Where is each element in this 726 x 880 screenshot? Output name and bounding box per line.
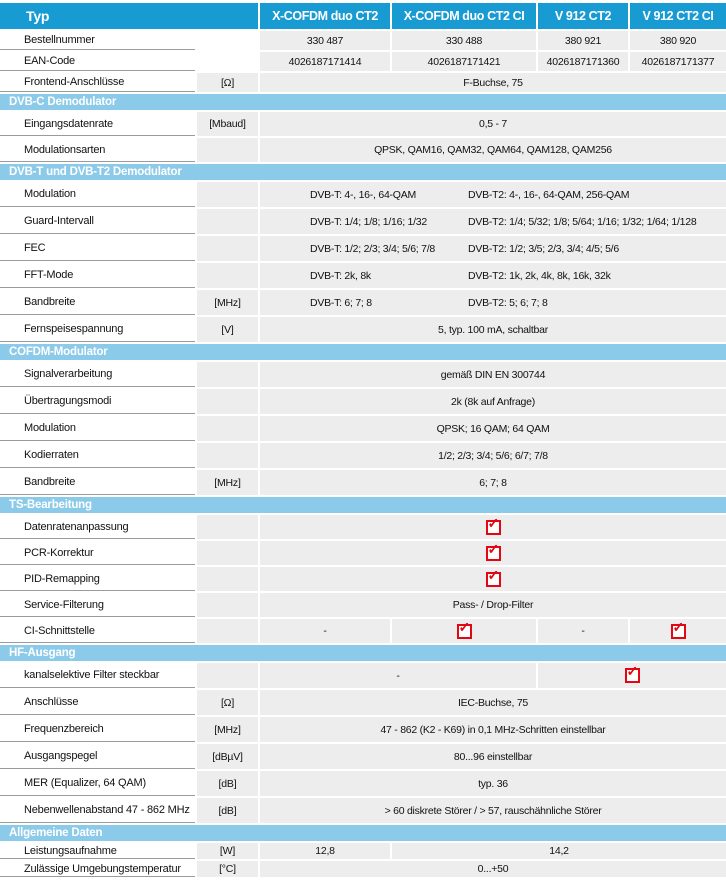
row-label-text: kanalselektive Filter steckbar [24, 669, 160, 681]
value-cell [260, 182, 726, 207]
column-header-product: V 912 CT2 CI [630, 3, 726, 29]
table-row [0, 290, 726, 315]
table-row [0, 798, 726, 823]
row-label-text: Bestellnummer [24, 34, 95, 46]
row-label [0, 663, 195, 688]
row-label [0, 416, 195, 441]
checkbox-checked-icon [486, 514, 501, 535]
value-cell [392, 31, 536, 50]
column-header-typ: Typ [0, 3, 258, 29]
unit-label: [MHz] [197, 290, 258, 315]
value-cell [260, 717, 726, 742]
value-cell [538, 619, 628, 643]
value-cell [260, 112, 726, 136]
unit-label [197, 389, 258, 414]
unit-spacer [197, 31, 258, 50]
value-cell [630, 31, 726, 50]
unit-label: [W] [197, 843, 258, 859]
unit-label [197, 362, 258, 387]
section-header: DVB-C Demodulator [0, 94, 726, 110]
row-label-text: Service-Filterung [24, 598, 104, 611]
row-label-text: Datenratenanpassung [24, 520, 129, 533]
table-row [0, 470, 726, 495]
column-header-product: V 912 CT2 [538, 3, 628, 29]
table-row [0, 515, 726, 539]
row-label [0, 861, 195, 877]
value-cell [392, 52, 536, 71]
unit-label: [MHz] [197, 717, 258, 742]
value-dvbt: DVB-T: 1/2; 2/3; 3/4; 5/6; 7/8 [310, 242, 435, 255]
unit-label: [Ω] [197, 690, 258, 715]
column-header-product: X-COFDM duo CT2 [260, 3, 390, 29]
unit-label [197, 619, 258, 643]
unit-label [197, 138, 258, 162]
table-row [0, 138, 726, 162]
row-label [0, 290, 195, 315]
row-label-text: Kodierraten [24, 449, 79, 461]
table-row [0, 690, 726, 715]
value-dvbt2: DVB-T2: 5; 6; 7; 8 [468, 296, 548, 309]
checkbox-checked-icon [671, 618, 686, 639]
table-row [0, 362, 726, 387]
value-cell [260, 263, 726, 288]
row-label-text: Leistungsaufnahme [24, 844, 117, 857]
row-label-text: Bandbreite [24, 296, 76, 308]
table-row [0, 73, 726, 92]
row-label [0, 52, 195, 71]
row-label [0, 744, 195, 769]
check-glyph: ✓ [672, 618, 684, 635]
value-cell [538, 31, 628, 50]
value-cell [538, 52, 628, 71]
unit-label: [°C] [197, 861, 258, 877]
value-dvbt: DVB-T: 1/4; 1/8; 1/16; 1/32 [310, 215, 427, 228]
value-cell [260, 443, 726, 468]
value-text: - [581, 625, 585, 637]
table-row [0, 236, 726, 261]
row-label [0, 593, 195, 617]
value-text: QPSK; 16 QAM; 64 QAM [436, 422, 550, 435]
value-text: 6; 7; 8 [479, 476, 507, 489]
value-text: 380 921 [564, 34, 602, 47]
row-label-text: EAN-Code [24, 55, 75, 67]
value-text: 2k (8k auf Anfrage) [451, 395, 535, 408]
unit-label [197, 567, 258, 591]
table-row [0, 541, 726, 565]
value-cell [260, 798, 726, 823]
value-dvbt: DVB-T: 2k, 8k [310, 269, 371, 282]
row-label [0, 541, 195, 565]
value-cell [260, 416, 726, 441]
value-cell [260, 771, 726, 796]
checkbox-checked-icon [486, 566, 501, 587]
table-row [0, 52, 726, 71]
table-row [0, 31, 726, 50]
value-text: 1/2; 2/3; 3/4; 5/6; 6/7; 7/8 [438, 449, 548, 462]
check-glyph: ✓ [487, 566, 499, 583]
row-label-text: Frontend-Anschlüsse [24, 76, 125, 88]
section-header: COFDM-Modulator [0, 344, 726, 360]
table-row [0, 263, 726, 288]
unit-label: [dB] [197, 771, 258, 796]
value-text: 47 - 862 (K2 - K69) in 0,1 MHz-Schritten einstellbar [380, 723, 606, 736]
section-header: TS-Bearbeitung [0, 497, 726, 513]
column-header-product: X-COFDM duo CT2 CI [392, 3, 536, 29]
row-label-text: PCR-Korrektur [24, 546, 94, 559]
row-label-text: Modulation [24, 188, 76, 200]
value-dvbt2: DVB-T2: 4-, 16-, 64-QAM, 256-QAM [468, 188, 630, 201]
value-text: typ. 36 [478, 777, 508, 790]
value-cell [260, 663, 536, 688]
table-row [0, 663, 726, 688]
value-text: 330 488 [445, 34, 483, 47]
row-label-text: Frequenzbereich [24, 723, 104, 735]
value-cell [260, 843, 390, 859]
table-row [0, 389, 726, 414]
unit-label [197, 236, 258, 261]
row-label [0, 362, 195, 387]
row-label-text: Guard-Intervall [24, 215, 94, 227]
check-glyph: ✓ [626, 663, 638, 679]
value-cell [260, 236, 726, 261]
row-label [0, 389, 195, 414]
section-header: Allgemeine Daten [0, 825, 726, 841]
value-text: 80...96 einstellbar [453, 750, 533, 763]
row-label-text: FFT-Mode [24, 269, 74, 281]
value-dvbt: DVB-T: 6; 7; 8 [310, 296, 372, 309]
checkbox-checked-icon [486, 540, 501, 561]
row-label [0, 182, 195, 207]
check-glyph: ✓ [487, 514, 499, 531]
table-row [0, 443, 726, 468]
row-label-text: Fernspeisespannung [24, 323, 124, 335]
value-cell [260, 541, 726, 565]
row-label [0, 138, 195, 162]
row-label-text: Zulässige Umgebungstemperatur [24, 862, 181, 875]
value-text: 4026187171414 [288, 55, 362, 68]
row-label [0, 717, 195, 742]
value-cell [260, 593, 726, 617]
table-row [0, 717, 726, 742]
row-label [0, 619, 195, 643]
row-label [0, 843, 195, 859]
value-cell [260, 52, 390, 71]
row-label [0, 209, 195, 234]
unit-label: [MHz] [197, 470, 258, 495]
row-label [0, 798, 195, 823]
check-glyph: ✓ [487, 540, 499, 557]
unit-label: [dBµV] [197, 744, 258, 769]
unit-label [197, 416, 258, 441]
table-header-row [0, 3, 726, 29]
value-text: Pass- / Drop-Filter [452, 599, 534, 611]
row-label-text: Nebenwellenabstand 47 - 862 MHz [24, 804, 190, 816]
unit-spacer [197, 52, 258, 71]
row-label-text: Übertragungsmodi [24, 395, 112, 407]
value-dvbt2: DVB-T2: 1k, 2k, 4k, 8k, 16k, 32k [468, 269, 611, 282]
row-label [0, 236, 195, 261]
table-row [0, 861, 726, 877]
table-row [0, 317, 726, 342]
value-dvbt2: DVB-T2: 1/4; 5/32; 1/8; 5/64; 1/16; 1/32; 1/64; 1/128 [468, 215, 697, 228]
value-text: 380 920 [659, 34, 697, 47]
row-label [0, 567, 195, 591]
check-glyph: ✓ [458, 618, 470, 635]
row-label-text: Modulationsarten [24, 143, 106, 156]
unit-label: [Ω] [197, 73, 258, 92]
checkbox-checked-icon [457, 618, 472, 639]
row-label [0, 771, 195, 796]
row-label-text: PID-Remapping [24, 572, 100, 585]
checkbox-checked-icon [625, 663, 640, 683]
section-header: DVB-T und DVB-T2 Demodulator [0, 164, 726, 180]
row-label-text: Anschlüsse [24, 696, 79, 708]
unit-label: [dB] [197, 798, 258, 823]
value-text: 14,2 [549, 845, 569, 857]
row-label-text: Signalverarbeitung [24, 368, 113, 380]
value-text: 5, typ. 100 mA, schaltbar [438, 323, 548, 336]
row-label [0, 73, 195, 92]
row-label [0, 112, 195, 136]
value-cell [260, 317, 726, 342]
table-row [0, 619, 726, 643]
value-cell [260, 470, 726, 495]
value-text: 0...+50 [477, 863, 509, 875]
value-text: gemäß DIN EN 300744 [440, 368, 546, 381]
row-label-text: Modulation [24, 422, 76, 434]
value-text: 0,5 - 7 [478, 118, 508, 130]
unit-label [197, 209, 258, 234]
value-text: F-Buchse, 75 [463, 76, 523, 89]
value-cell [260, 73, 726, 92]
value-text: 12,8 [315, 845, 335, 857]
value-text: - [323, 625, 327, 637]
value-cell [260, 138, 726, 162]
section-header: HF-Ausgang [0, 645, 726, 661]
row-label [0, 31, 195, 50]
value-dvbt: DVB-T: 4-, 16-, 64-QAM [310, 188, 416, 201]
value-cell [260, 290, 726, 315]
table-row [0, 771, 726, 796]
row-label [0, 263, 195, 288]
value-cell [260, 362, 726, 387]
row-label-text: MER (Equalizer, 64 QAM) [24, 777, 146, 789]
value-cell [260, 690, 726, 715]
spec-table [0, 3, 726, 877]
value-text: IEC-Buchse, 75 [457, 696, 529, 709]
value-text: > 60 diskrete Störer / > 57, rauschähnliche Störer [384, 804, 602, 817]
value-text: 4026187171421 [427, 55, 501, 68]
unit-label [197, 663, 258, 688]
row-label [0, 317, 195, 342]
value-text: 4026187171377 [641, 55, 715, 68]
value-cell [538, 663, 726, 688]
value-cell [260, 389, 726, 414]
value-text: 4026187171360 [546, 55, 620, 68]
unit-label [197, 182, 258, 207]
value-cell [260, 209, 726, 234]
value-text: 330 487 [306, 34, 344, 47]
value-text: - [396, 669, 400, 682]
table-row [0, 182, 726, 207]
row-label [0, 515, 195, 539]
table-row [0, 843, 726, 859]
unit-label [197, 263, 258, 288]
unit-label [197, 515, 258, 539]
table-row [0, 567, 726, 591]
value-cell [260, 619, 390, 643]
row-label [0, 443, 195, 468]
value-dvbt2: DVB-T2: 1/2; 3/5; 2/3, 3/4; 4/5; 5/6 [468, 242, 619, 255]
value-cell [260, 515, 726, 539]
unit-label: [Mbaud] [197, 112, 258, 136]
unit-label: [V] [197, 317, 258, 342]
value-cell [260, 31, 390, 50]
table-row [0, 209, 726, 234]
row-label [0, 690, 195, 715]
table-row [0, 744, 726, 769]
row-label-text: Eingangsdatenrate [24, 117, 113, 130]
value-text: QPSK, QAM16, QAM32, QAM64, QAM128, QAM256 [374, 144, 612, 156]
unit-label [197, 541, 258, 565]
value-cell [392, 843, 726, 859]
value-cell [260, 744, 726, 769]
value-cell [630, 52, 726, 71]
table-row [0, 593, 726, 617]
value-cell [630, 619, 726, 643]
value-cell [260, 861, 726, 877]
value-cell [260, 567, 726, 591]
unit-label [197, 593, 258, 617]
table-row [0, 112, 726, 136]
table-row [0, 416, 726, 441]
row-label-text: CI-Schnittstelle [24, 624, 95, 637]
row-label-text: Ausgangspegel [24, 750, 98, 762]
row-label [0, 470, 195, 495]
unit-label [197, 443, 258, 468]
row-label-text: FEC [24, 242, 46, 254]
row-label-text: Bandbreite [24, 476, 76, 488]
value-cell [392, 619, 536, 643]
